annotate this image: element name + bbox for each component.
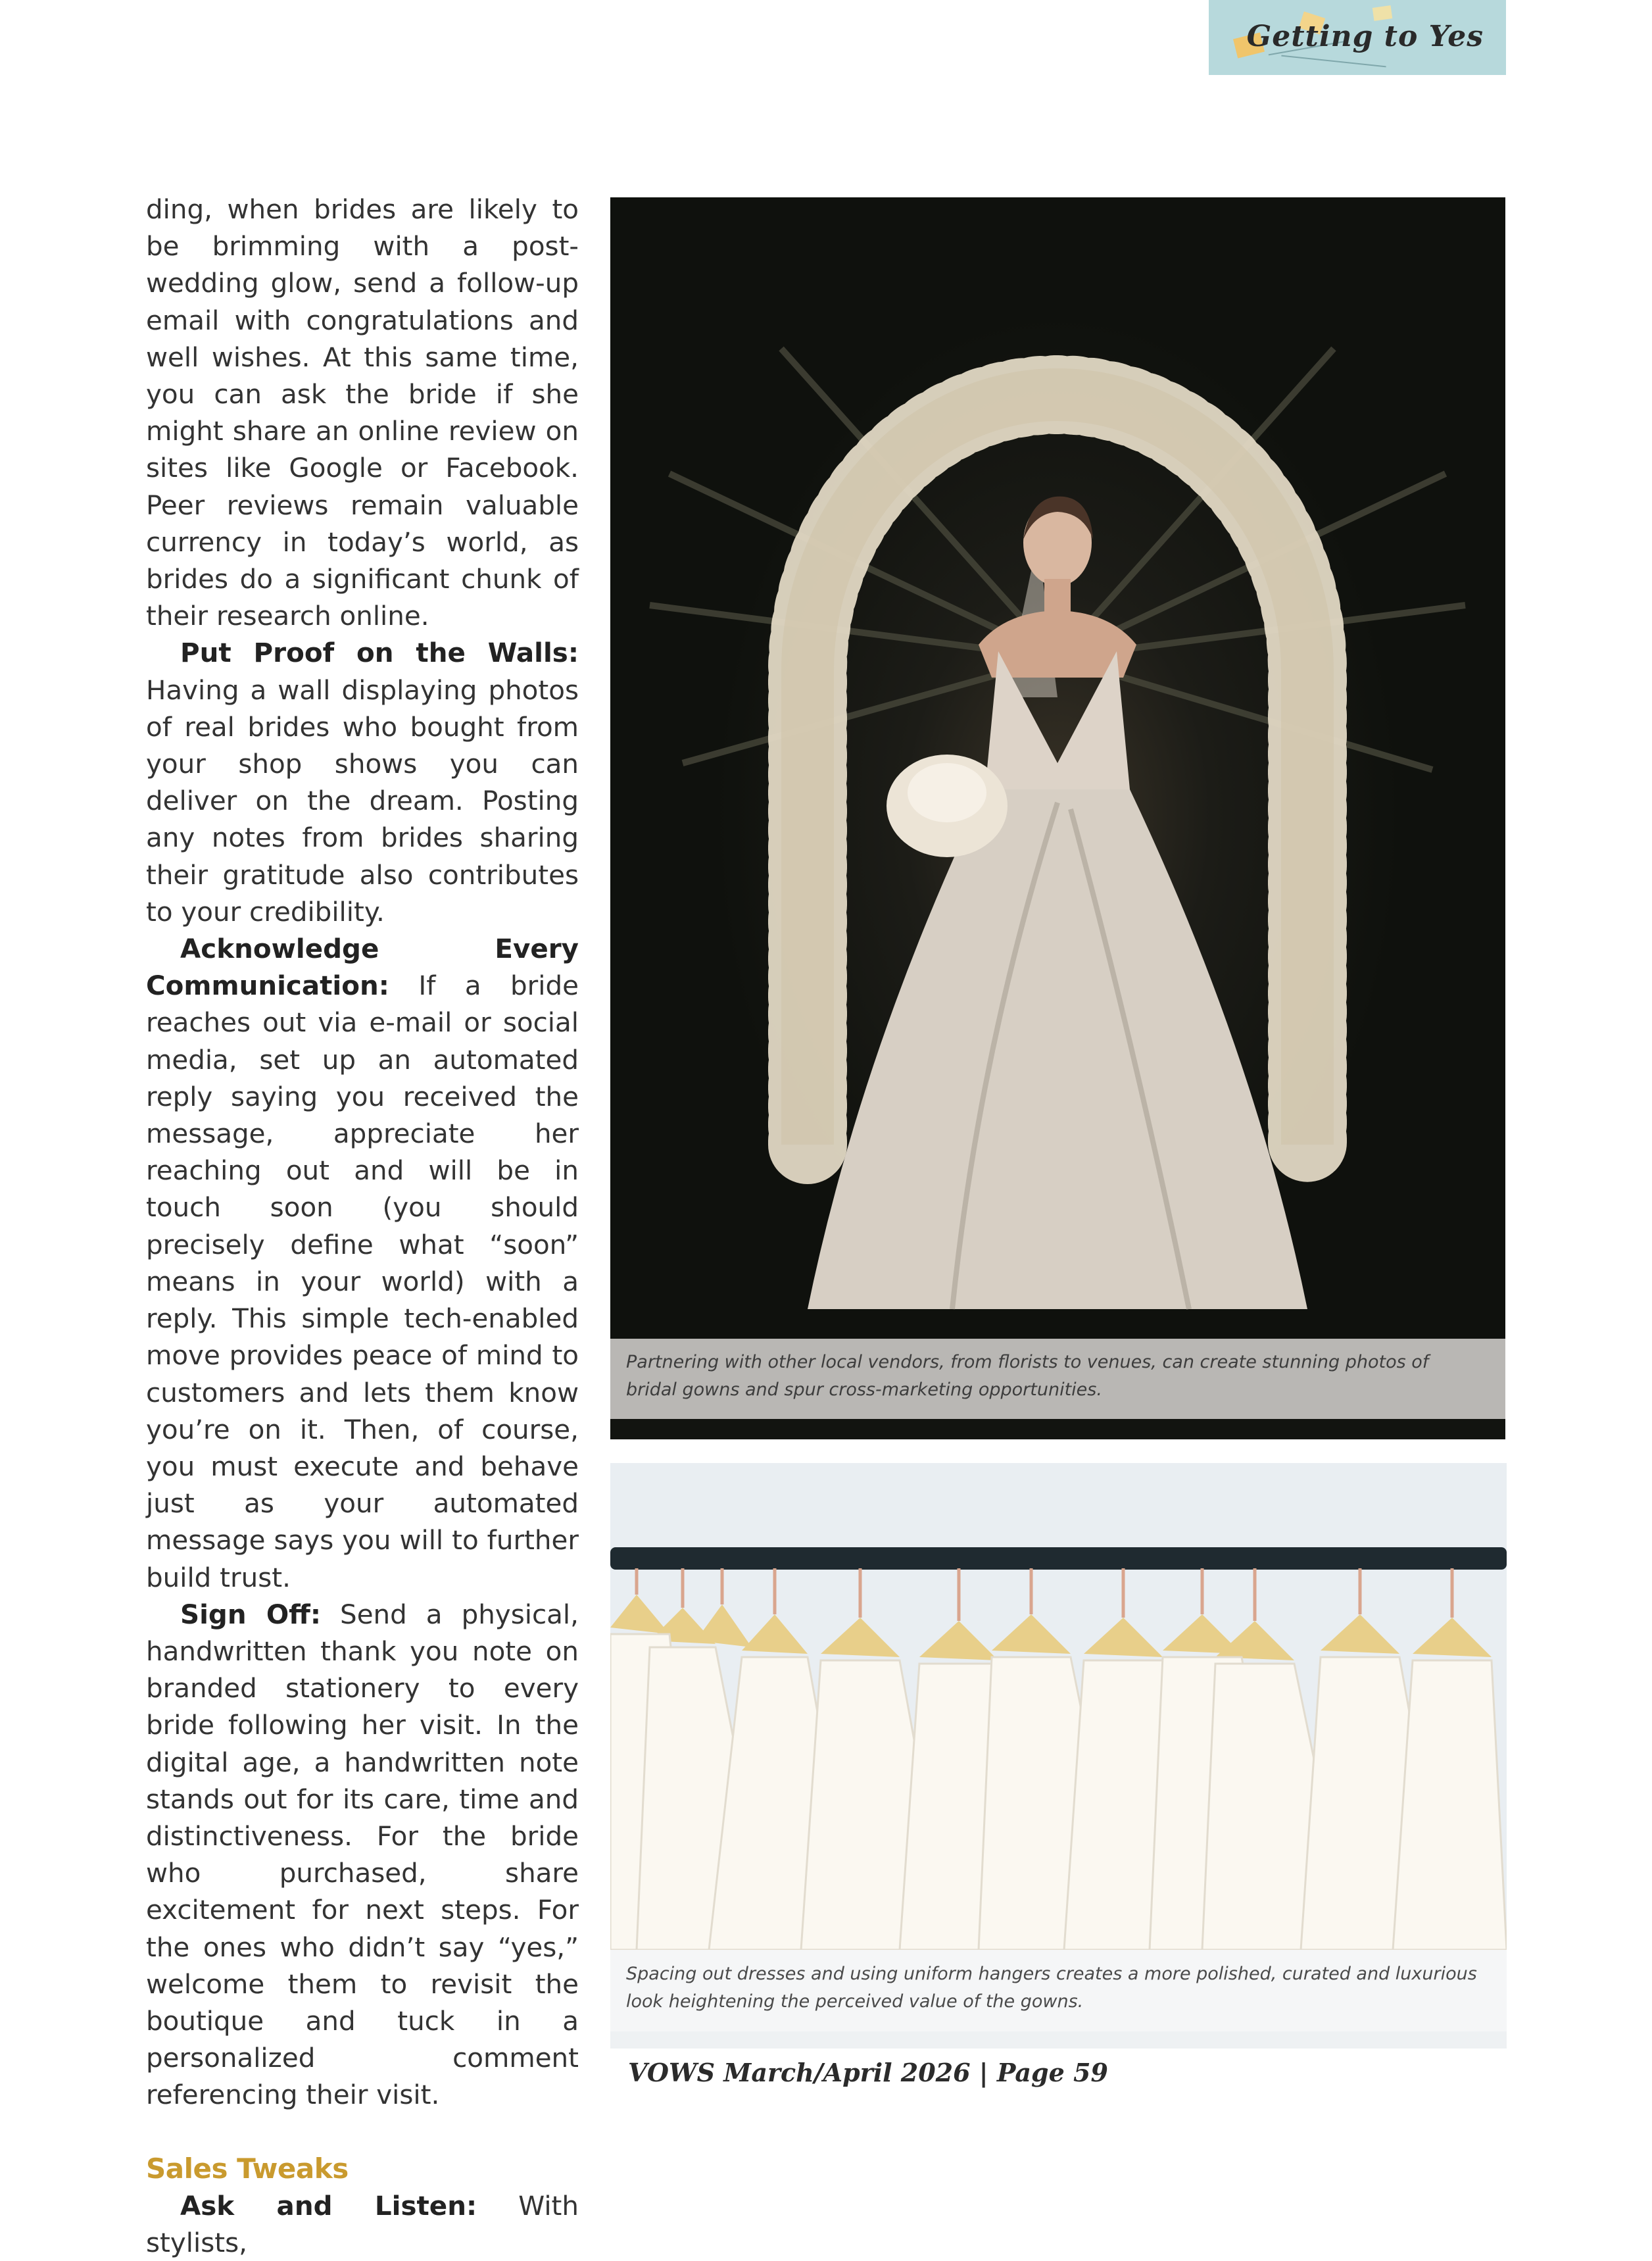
article-column <box>146 191 579 2261</box>
clothing-rail <box>610 1547 1507 1570</box>
bride-skirt <box>808 789 1307 1309</box>
tip-body: Send a physical, handwritten thank you note on branded stationery to every bride following her visit. In the digital age, a handwritten note stands out for its care, time and distinctiveness. For the bride who purchased, share excitement for next steps. For the ones who didn’t say “yes,” welcome them to revisit the boutique and tuck in a personalized comment referencing their visit. <box>146 1598 579 2111</box>
gown-rack-illustration <box>610 1463 1507 1950</box>
photo-caption: Spacing out dresses and using uniform hangers creates a more polished, curated and luxurious look heightening the perceived value of the gowns. <box>626 1964 1477 2012</box>
gown-rack-photo <box>610 1463 1507 2049</box>
bride-illustration <box>610 197 1505 1339</box>
bride-photo <box>610 197 1505 1439</box>
white-gowns <box>610 1634 1507 1950</box>
article-tip <box>146 634 579 930</box>
subheading: Sales Tweaks <box>146 2152 349 2185</box>
section-title: Getting to Yes <box>1246 20 1484 53</box>
paper-note-icon <box>1373 5 1393 21</box>
tip-heading: Put Proof on the Walls: <box>180 637 579 669</box>
bouquet-highlight <box>908 763 986 822</box>
tip-body: With stylists, <box>146 2189 579 2258</box>
article-tip <box>146 1596 579 2114</box>
article-tip <box>146 930 579 1596</box>
section-tab <box>1209 0 1506 75</box>
article-paragraph: ding, when brides are likely to be brimming with a post-wedding glow, send a follow-up email with congratulations and well wishes. At this same time, you can ask the bride if she might share an online review on sites like Google or Facebook. Peer reviews remain valuable currency in today’s world, as brides do a significant chunk of their research online. <box>146 193 579 632</box>
spacer <box>146 2114 579 2150</box>
article-tip <box>146 2187 579 2261</box>
photo-caption: Partnering with other local vendors, from florists to venues, can create stunning photos of bridal gowns and spur cross-marketing opportunities. <box>626 1352 1429 1400</box>
footer-separator: | <box>970 2058 997 2087</box>
tip-heading: Sign Off: <box>180 1598 322 1630</box>
page-footer <box>628 2058 1108 2087</box>
bride-neck <box>1044 579 1071 612</box>
tip-heading: Acknowledge Every Communication: <box>146 933 579 1002</box>
tip-heading: Ask and Listen: <box>180 2189 477 2222</box>
tip-body: If a bride reaches out via e-mail or social media, set up an automated reply saying you received the message, appreciate her reaching out and will be in touch soon (you should precisely define what “soon” means in your world) with a reply. This simple tech-enabled move provides peace of mind to customers and lets them know you’re on it. Then, of course, you must execute and behave just as your automated message says you will to further build trust. <box>146 970 579 1593</box>
tip-body: Having a wall displaying photos of real brides who bought from your shop shows you can deliver on the dream. Posting any notes from brides sharing their gratitude also contributes to your credibility. <box>146 674 579 928</box>
footer-publication: VOWS March/April 2026 <box>628 2058 971 2087</box>
tab-decoration <box>1281 55 1386 68</box>
footer-page-number: Page 59 <box>996 2058 1108 2087</box>
